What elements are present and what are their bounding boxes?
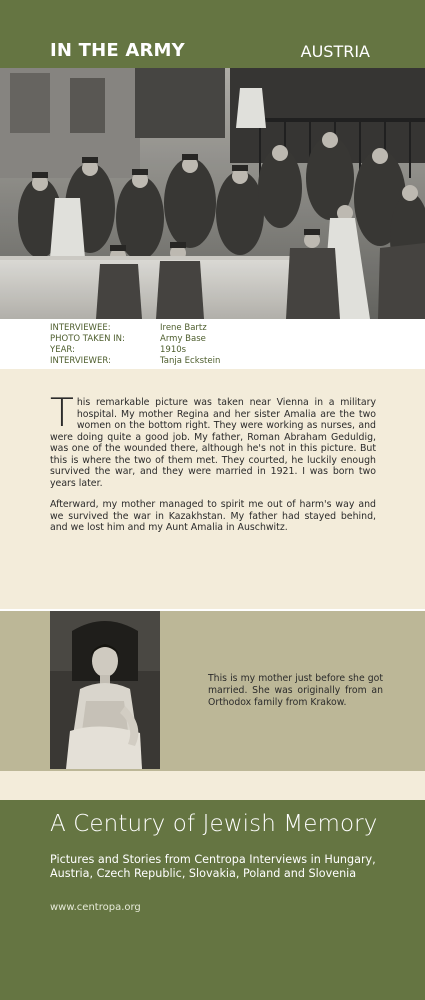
- meta-label: YEAR:: [50, 345, 75, 355]
- portrait-caption: This is my mother just before she got married. She was originally from an Orthodox family from Krakow.: [208, 673, 383, 708]
- page-title: IN THE ARMY: [50, 40, 185, 61]
- meta-value: 1910s: [160, 345, 187, 355]
- meta-value: Tanja Eckstein: [160, 356, 221, 366]
- footer: [0, 800, 425, 1000]
- portrait-section: [0, 611, 425, 771]
- header-bar: [0, 0, 425, 68]
- story-paragraph-2: Afterward, my mother managed to spirit me out of harm's way and we survived the war in Kazakhstan. My father had stayed behind, and we lost him and my Aunt Amalia in Auschwitz.: [50, 499, 376, 533]
- country-label: AUSTRIA: [300, 42, 370, 61]
- group-photo: [0, 68, 425, 319]
- story-paragraph-1-text: his remarkable picture was taken near Vienna in a military hospital. My mother Regina and her sister Amalia are the two women on the bottom right. They were working as nurses, and were doing quite a good job. My father, Roman Abraham Geduldig, was one of the wounded there, although he's not in this picture. But this is where the two of them met. They courted, he luckily enough survived the war, and they were married in 1921. I was born two years later.: [50, 397, 376, 489]
- photo-metadata: [0, 319, 425, 369]
- story-paragraph-1: [50, 391, 376, 489]
- website-link[interactable]: www.centropa.org: [50, 902, 141, 913]
- brand-title: A Century of Jewish Memory: [50, 811, 378, 837]
- meta-value: Army Base: [160, 334, 206, 344]
- mother-portrait-photo: [50, 611, 160, 769]
- story-section: [0, 369, 425, 609]
- meta-label: INTERVIEWER:: [50, 356, 111, 366]
- story-body: [50, 391, 376, 544]
- meta-value: Irene Bartz: [160, 323, 207, 333]
- brand-subtitle: Pictures and Stories from Centropa Interviews in Hungary, Austria, Czech Republic, Slovakia, Poland and Slovenia: [50, 853, 376, 880]
- meta-label: PHOTO TAKEN IN:: [50, 334, 125, 344]
- meta-label: INTERVIEWEE:: [50, 323, 111, 333]
- drop-cap: T: [50, 391, 74, 436]
- spacer-band: [0, 771, 425, 800]
